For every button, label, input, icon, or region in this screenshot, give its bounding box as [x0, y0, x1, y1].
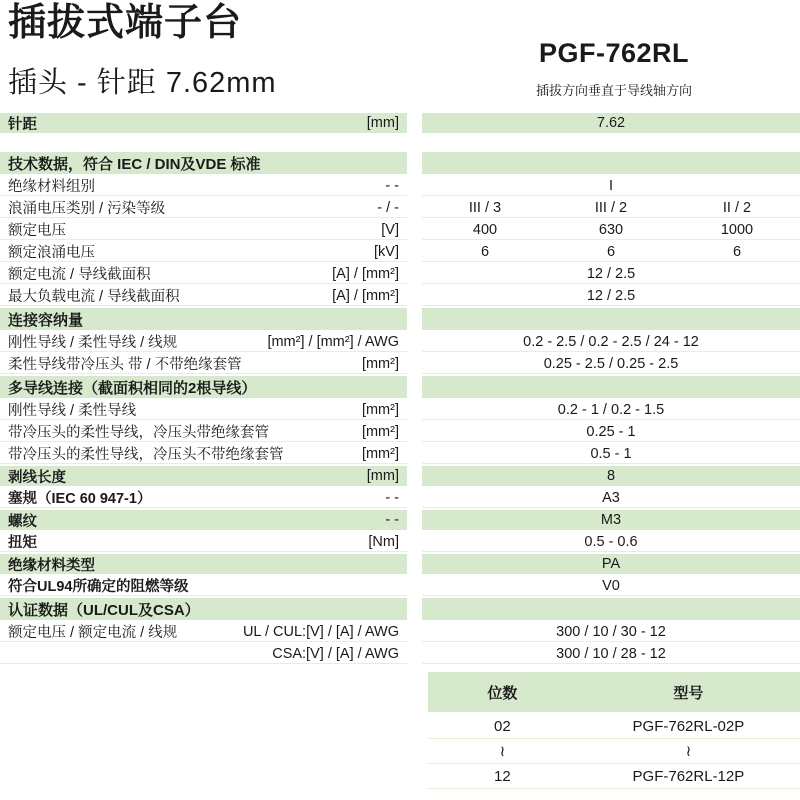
product-block	[428, 38, 800, 99]
spec-label-cell	[0, 113, 407, 133]
spec-value: 0.2 - 2.5 / 0.2 - 2.5 / 24 - 12	[523, 333, 699, 350]
spec-row	[0, 354, 800, 374]
spec-value-cell	[422, 264, 800, 284]
spec-label-cell	[0, 598, 407, 620]
spec-unit: [kV]	[374, 243, 399, 260]
column-gap	[407, 198, 422, 218]
spec-label: 额定电压 / 额定电流 / 线规	[8, 625, 178, 641]
column-gap	[407, 554, 422, 574]
spec-value: 6	[480, 243, 490, 260]
spec-value: 7.62	[596, 115, 626, 131]
column-gap	[407, 220, 422, 240]
spec-label: 螺纹	[8, 513, 37, 530]
section-header-row	[0, 152, 800, 174]
spec-value-cell	[422, 488, 800, 508]
spec-label-cell	[0, 220, 407, 240]
spec-label-cell	[0, 554, 407, 574]
section-header-row	[0, 598, 800, 620]
spec-row	[0, 220, 800, 240]
spec-label: 带冷压头的柔性导线，冷压头带绝缘套管	[8, 425, 269, 441]
title-block	[8, 2, 277, 101]
spec-label: 浪涌电压类别 / 污染等级	[8, 201, 166, 217]
spec-value-cell	[422, 242, 800, 262]
spec-row	[0, 444, 800, 464]
column-gap	[407, 622, 422, 642]
spec-row	[0, 466, 800, 486]
model-type-cell: PGF-762RL-12P	[632, 767, 745, 785]
spec-row	[0, 113, 800, 133]
spec-label-cell	[0, 354, 407, 374]
spec-value-cell	[422, 400, 800, 420]
spec-value-cell	[422, 286, 800, 306]
spec-value: III / 2	[594, 199, 628, 216]
page-header	[0, 0, 800, 111]
column-gap	[407, 286, 422, 306]
column-gap	[407, 376, 422, 398]
spec-value: 1000	[720, 221, 754, 238]
model-row	[428, 764, 800, 789]
model-positions-cell: 12	[494, 767, 511, 785]
spec-value: 6	[606, 243, 616, 260]
spec-value: 630	[598, 221, 624, 238]
spec-unit: UL / CUL:[V] / [A] / AWG	[242, 623, 399, 640]
spec-unit: - -	[385, 512, 399, 528]
spec-value: 300 / 10 / 30 - 12	[556, 623, 666, 640]
spec-label: 额定电流 / 导线截面积	[8, 267, 151, 283]
model-table	[428, 672, 800, 789]
column-gap	[407, 576, 422, 596]
spec-value-cell	[422, 466, 800, 486]
spec-value: 0.5 - 1	[590, 445, 632, 462]
spec-unit: [Nm]	[368, 533, 399, 550]
spec-value: A3	[602, 489, 620, 506]
spec-label-cell	[0, 176, 407, 196]
column-gap	[407, 532, 422, 552]
spec-value-cell	[422, 532, 800, 552]
column-gap	[407, 308, 422, 330]
spec-label: 扭矩	[8, 535, 37, 551]
spec-label: 绝缘材料组别	[8, 179, 95, 195]
spec-label: 柔性导线带冷压头 带 / 不带绝缘套管	[8, 357, 242, 373]
spec-label-cell	[0, 264, 407, 284]
spec-label-cell	[0, 488, 407, 508]
spec-value: 6	[732, 243, 742, 260]
spec-label: 最大负载电流 / 导线截面积	[8, 289, 180, 305]
spec-row	[0, 198, 800, 218]
column-gap	[407, 152, 422, 174]
spec-row	[0, 488, 800, 508]
spec-value: 12 / 2.5	[586, 287, 636, 304]
spec-label: 额定浪涌电压	[8, 245, 95, 261]
spec-value-cell	[422, 644, 800, 664]
spec-value: II / 2	[722, 199, 752, 216]
spec-label: 额定电压	[8, 223, 66, 239]
spec-value-cell	[422, 598, 800, 620]
spec-label: 针距	[8, 116, 37, 133]
spec-label: 多导线连接（截面积相同的2根导线）	[8, 379, 257, 397]
spec-value: 0.25 - 2.5 / 0.25 - 2.5	[543, 355, 679, 372]
spec-unit: CSA:[V] / [A] / AWG	[272, 645, 399, 662]
model-col-header-type: 型号	[673, 684, 704, 702]
column-gap	[407, 113, 422, 133]
column-gap	[407, 332, 422, 352]
spec-label-cell	[0, 444, 407, 464]
column-gap	[407, 488, 422, 508]
spec-label-cell	[0, 198, 407, 218]
spec-row	[0, 422, 800, 442]
spec-value: 400	[472, 221, 498, 238]
spec-value-cell	[422, 576, 800, 596]
spec-value: V0	[602, 577, 620, 594]
section-header-row	[0, 376, 800, 398]
spec-value-cell	[422, 220, 800, 240]
page-subtitle: 插头 - 针距 7.62mm	[8, 66, 277, 99]
spec-row	[0, 554, 800, 574]
spec-value-cell	[422, 308, 800, 330]
spec-value: 0.2 - 1 / 0.2 - 1.5	[557, 401, 665, 418]
spec-value-cell	[422, 332, 800, 352]
spec-label: 技术数据，符合 IEC / DIN及VDE 标准	[8, 155, 261, 173]
model-row	[428, 739, 800, 764]
spec-label-cell	[0, 422, 407, 442]
model-type-cell: PGF-762RL-02P	[632, 717, 745, 735]
spec-label-cell	[0, 532, 407, 552]
spec-unit: - -	[385, 489, 399, 506]
column-gap	[407, 176, 422, 196]
spec-label-cell	[0, 510, 407, 530]
spec-value-cell	[422, 510, 800, 530]
spec-value-cell	[422, 444, 800, 464]
spec-label-cell	[0, 308, 407, 330]
spec-row	[0, 286, 800, 306]
spec-label-cell	[0, 152, 407, 174]
spec-label: 绝缘材料类型	[8, 557, 95, 574]
column-gap	[407, 264, 422, 284]
spec-value: 0.25 - 1	[586, 423, 636, 440]
column-gap	[407, 444, 422, 464]
spec-unit: [A] / [mm²]	[332, 287, 399, 304]
spec-row	[0, 644, 800, 664]
column-gap	[407, 466, 422, 486]
spec-value: III / 3	[468, 199, 502, 216]
column-gap	[407, 400, 422, 420]
column-gap	[407, 510, 422, 530]
spec-unit: [mm²]	[361, 445, 399, 462]
spec-unit: - / -	[377, 199, 399, 216]
spec-value: M3	[600, 512, 622, 528]
spec-unit: [V]	[381, 221, 399, 238]
spec-value-cell	[422, 622, 800, 642]
column-gap	[407, 644, 422, 664]
product-note: 插拔方向垂直于导线轴方向	[535, 83, 692, 98]
spec-value: I	[608, 177, 614, 194]
spec-value: 8	[606, 468, 616, 484]
spec-label: 刚性导线 / 柔性导线	[8, 403, 137, 419]
spec-value-cell	[422, 113, 800, 133]
spec-row	[0, 622, 800, 642]
spec-row	[0, 532, 800, 552]
spec-row	[0, 576, 800, 596]
spec-unit: - -	[385, 177, 399, 194]
column-gap	[407, 242, 422, 262]
page-title: 插拔式端子台	[8, 2, 243, 44]
spec-value-cell	[422, 376, 800, 398]
spec-value-cell	[422, 176, 800, 196]
spec-unit: [mm²]	[361, 355, 399, 372]
model-positions-cell: 02	[494, 717, 511, 735]
spec-row	[0, 332, 800, 352]
spec-unit: [mm]	[366, 115, 399, 131]
model-table-header	[428, 672, 800, 712]
spec-label: 带冷压头的柔性导线，冷压头不带绝缘套管	[8, 447, 284, 463]
spec-value-cell	[422, 422, 800, 442]
spec-value-cell	[422, 152, 800, 174]
spec-unit: [mm²]	[361, 401, 399, 418]
spec-label-cell	[0, 644, 407, 664]
spec-unit: [mm]	[366, 468, 399, 484]
column-gap	[407, 354, 422, 374]
spec-label: 刚性导线 / 柔性导线 / 线规	[8, 335, 178, 351]
spec-row	[0, 242, 800, 262]
spec-value: 12 / 2.5	[586, 265, 636, 282]
spec-label: 认证数据（UL/CUL及CSA）	[8, 601, 200, 619]
spec-value: PA	[601, 556, 621, 572]
spec-label-cell	[0, 242, 407, 262]
spec-row	[0, 400, 800, 420]
spec-label: 符合UL94所确定的阻燃等级	[8, 579, 189, 595]
spec-label-cell	[0, 466, 407, 486]
spec-unit: [mm²]	[361, 423, 399, 440]
model-type-cell: ≀	[685, 743, 692, 760]
column-gap	[407, 422, 422, 442]
spec-value: 300 / 10 / 28 - 12	[556, 645, 666, 662]
spec-label-cell	[0, 376, 407, 398]
spec-value-cell	[422, 554, 800, 574]
spec-row	[0, 176, 800, 196]
spec-table	[0, 113, 800, 664]
spec-label-cell	[0, 332, 407, 352]
spec-label: 塞规（IEC 60 947-1）	[8, 491, 152, 507]
spec-value-cell	[422, 198, 800, 218]
section-header-row	[0, 308, 800, 330]
model-row	[428, 714, 800, 739]
model-table-body	[428, 714, 800, 789]
spec-row	[0, 510, 800, 530]
model-positions-cell: ≀	[499, 743, 506, 760]
spec-value-cell	[422, 354, 800, 374]
spec-label: 连接容纳量	[8, 311, 84, 329]
spec-unit: [A] / [mm²]	[332, 265, 399, 282]
spec-value: 0.5 - 0.6	[584, 533, 638, 550]
spec-label-cell	[0, 286, 407, 306]
spec-label: 剥线长度	[8, 469, 66, 486]
spec-label-cell	[0, 622, 407, 642]
spec-row	[0, 264, 800, 284]
product-code: PGF-762RL	[538, 38, 690, 68]
spec-unit: [mm²] / [mm²] / AWG	[267, 333, 399, 350]
spec-label-cell	[0, 576, 407, 596]
column-gap	[407, 598, 422, 620]
spec-label-cell	[0, 400, 407, 420]
model-col-header-positions: 位数	[487, 684, 518, 702]
